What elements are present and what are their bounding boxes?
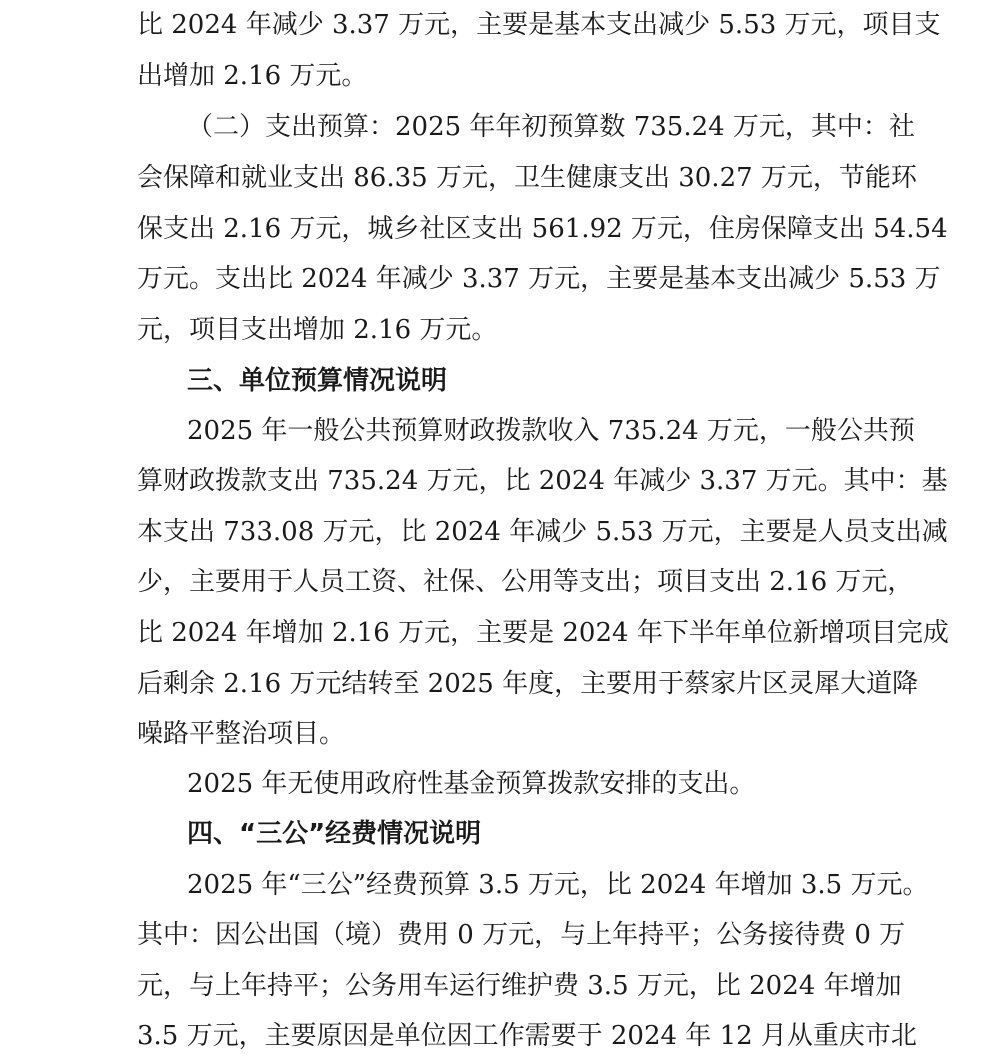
text-line-19: 其中：因公出国（境）费用 0 万元，与上年持平；公务接待费 0 万 [137, 920, 906, 950]
text-line-6: 万元。支出比 2024 年减少 3.37 万元，主要是基本支出减少 5.53 万 [137, 264, 941, 294]
text-line-5: 保支出 2.16 万元，城乡社区支出 561.92 万元，住房保障支出 54.54 [137, 214, 948, 244]
text-line-14: 后剩余 2.16 万元结转至 2025 年度，主要用于蔡家片区灵犀大道降 [137, 669, 919, 699]
text-line-2: 出增加 2.16 万元。 [137, 61, 368, 91]
text-line-20: 元，与上年持平；公务用车运行维护费 3.5 万元，比 2024 年增加 [137, 971, 902, 1001]
text-line-1: 比 2024 年减少 3.37 万元，主要是基本支出减少 5.53 万元，项目支 [137, 10, 941, 40]
text-line-11: 本支出 733.08 万元，比 2024 年减少 5.53 万元，主要是人员支出减 [137, 517, 948, 547]
text-line-13: 比 2024 年增加 2.16 万元，主要是 2024 年下半年单位新增项目完成 [137, 618, 949, 648]
text-line-21: 3.5 万元，主要原因是单位因工作需要于 2024 年 12 月从重庆市北 [137, 1021, 917, 1051]
text-line-9: 2025 年一般公共预算财政拨款收入 735.24 万元，一般公共预 [187, 416, 915, 446]
text-line-4: 会保障和就业支出 86.35 万元，卫生健康支出 30.27 万元，节能环 [137, 163, 917, 193]
text-line-16: 2025 年无使用政府性基金预算拨款安排的支出。 [187, 769, 756, 799]
text-line-12: 少，主要用于人员工资、社保、公用等支出；项目支出 2.16 万元， [137, 567, 914, 597]
text-line-3: （二）支出预算：2025 年年初预算数 735.24 万元，其中：社 [187, 112, 915, 142]
text-line-7: 元，项目支出增加 2.16 万元。 [137, 315, 498, 345]
text-line-10: 算财政拨款支出 735.24 万元，比 2024 年减少 3.37 万元。其中：基 [137, 466, 948, 496]
text-line-15: 噪路平整治项目。 [137, 719, 346, 749]
text-line-18: 2025 年“三公”经费预算 3.5 万元，比 2024 年增加 3.5 万元。 [187, 870, 929, 900]
section-heading-3: 三、单位预算情况说明 [187, 366, 448, 396]
section-heading-4: 四、“三公”经费情况说明 [187, 819, 482, 849]
